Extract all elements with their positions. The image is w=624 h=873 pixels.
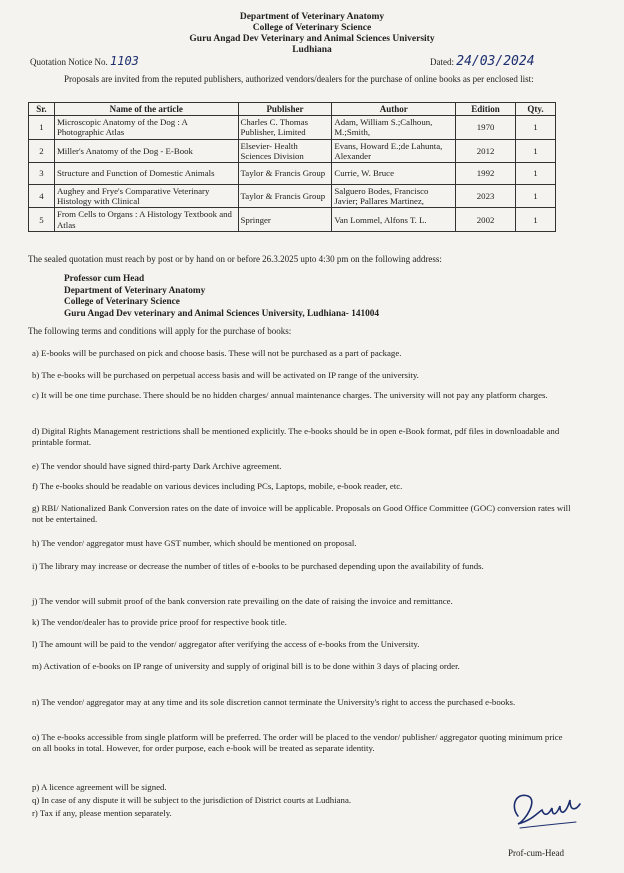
- cell-article: Structure and Function of Domestic Animals: [54, 163, 238, 185]
- term-item: i) The library may increase or decrease the number of titles of e-books to be purchased depending upon the availability of funds.: [32, 561, 484, 571]
- intro-text: Proposals are invited from the reputed publishers, authorized vendors/dealers for the purchase of online books as per enclosed list:: [64, 74, 534, 84]
- address-line: Professor cum Head: [64, 274, 145, 284]
- term-item: h) The vendor/ aggregator must have GST number, which should be mentioned on proposal.: [32, 538, 357, 548]
- cell-sr: 3: [29, 163, 55, 185]
- notice-date: [430, 56, 535, 68]
- term-item: a) E-books will be purchased on pick and choose basis. These will not be purchased as a part of package.: [32, 348, 402, 358]
- cell-author: Van Lommel, Alfons T. L.: [332, 208, 456, 231]
- term-item: p) A licence agreement will be signed.: [32, 782, 167, 792]
- cell-edition: 1970: [456, 116, 516, 139]
- col-publisher: Publisher: [238, 103, 332, 116]
- date-value: 24/03/2024: [456, 54, 535, 69]
- cell-sr: 2: [29, 139, 55, 162]
- table-row: [29, 116, 556, 139]
- cell-sr: 5: [29, 208, 55, 231]
- col-article: Name of the article: [54, 103, 238, 116]
- signature: [506, 786, 586, 841]
- term-item: m) Activation of e-books on IP range of university and supply of original bill is to be done within 3 days of placing order.: [32, 661, 460, 671]
- col-sr: Sr.: [29, 103, 55, 116]
- sealed-quotation-note: The sealed quotation must reach by post or by hand on or before 26.3.2025 upto 4:30 pm on the following address:: [28, 254, 442, 264]
- address-block: [64, 274, 379, 320]
- term-item: l) The amount will be paid to the vendor/ aggregator after verifying the access of e-books from the University.: [32, 639, 420, 649]
- terms-intro: The following terms and conditions will apply for the purchase of books:: [28, 326, 292, 336]
- table-row: [29, 185, 556, 208]
- cell-author: Adam, William S.;Calhoun, M.;Smith,: [332, 116, 456, 139]
- table-header-row: [29, 103, 556, 116]
- book-table: [28, 102, 556, 232]
- notice-number: 1103: [110, 54, 139, 68]
- term-item: c) It will be one time purchase. There should be no hidden charges/ annual maintenance charges. The university will not pay any platform charges.: [32, 390, 548, 400]
- cell-author: Evans, Howard E.;de Lahunta, Alexander: [332, 139, 456, 162]
- cell-edition: 2002: [456, 208, 516, 231]
- cell-publisher: Elsevier- Health Sciences Division: [238, 139, 332, 162]
- cell-article: From Cells to Organs : A Histology Textbook and Atlas: [54, 208, 238, 231]
- cell-edition: 2023: [456, 185, 516, 208]
- college-title: College of Veterinary Science: [252, 23, 372, 33]
- date-label: Dated:: [430, 57, 454, 67]
- term-item: o) The e-books accessible from single platform will be preferred. The order will be placed to the vendor/ publisher/ aggregator quoting minimum price on all books in total. However, for order purpose, each e-book will be treated as separate identity.: [32, 732, 563, 753]
- col-edition: Edition: [456, 103, 516, 116]
- table-row: [29, 208, 556, 231]
- cell-qty: 1: [516, 139, 556, 162]
- term-item: g) RBI/ Nationalized Bank Conversion rates on the date of invoice will be applicable. Proposals on Good Office Committee (GOC) conversion rates will not be entertained.: [32, 503, 571, 524]
- address-line: Department of Veterinary Anatomy: [64, 285, 206, 296]
- signatory-title: Prof-cum-Head: [508, 848, 564, 858]
- department-title: Department of Veterinary Anatomy: [239, 12, 385, 22]
- cell-author: Currie, W. Bruce: [332, 163, 456, 185]
- cell-publisher: Taylor & Francis Group: [238, 185, 332, 208]
- university-title: Guru Angad Dev Veterinary and Animal Sciences University: [189, 34, 435, 44]
- cell-article: Aughey and Frye's Comparative Veterinary Histology with Clinical: [54, 185, 238, 208]
- cell-edition: 1992: [456, 163, 516, 185]
- cell-author: Salguero Bodes, Francisco Javier; Pallares Martinez,: [332, 185, 456, 208]
- cell-article: Microscopic Anatomy of the Dog : A Photographic Atlas: [54, 116, 238, 139]
- cell-article: Miller's Anatomy of the Dog - E-Book: [54, 139, 238, 162]
- address-line: Guru Angad Dev veterinary and Animal Sciences University, Ludhiana- 141004: [64, 308, 380, 319]
- table-row: [29, 163, 556, 185]
- notice-label: Quotation Notice No.: [30, 57, 108, 67]
- cell-publisher: Springer: [238, 208, 332, 231]
- signature-scribble: [506, 786, 586, 836]
- cell-publisher: Charles C. Thomas Publisher, Limited: [238, 116, 332, 139]
- cell-qty: 1: [516, 185, 556, 208]
- col-author: Author: [332, 103, 456, 116]
- cell-sr: 1: [29, 116, 55, 139]
- term-item: e) The vendor should have signed third-party Dark Archive agreement.: [32, 461, 282, 471]
- table-row: [29, 139, 556, 162]
- cell-qty: 1: [516, 163, 556, 185]
- cell-publisher: Taylor & Francis Group: [238, 163, 332, 185]
- term-item: q) In case of any dispute it will be subject to the jurisdiction of District courts at Ludhiana.: [32, 795, 352, 805]
- quotation-notice: [30, 56, 139, 68]
- cell-qty: 1: [516, 116, 556, 139]
- term-item: k) The vendor/dealer has to provide price proof for respective book title.: [32, 617, 287, 627]
- term-item: d) Digital Rights Management restrictions shall be mentioned explicitly. The e-books should be in open e-Book format, pdf files in downloadable and printable format.: [32, 426, 560, 447]
- col-qty: Qty.: [516, 103, 556, 116]
- cell-sr: 4: [29, 185, 55, 208]
- address-line: College of Veterinary Science: [64, 297, 180, 307]
- cell-edition: 2012: [456, 139, 516, 162]
- term-item: r) Tax if any, please mention separately.: [32, 808, 172, 818]
- city-title: Ludhiana: [292, 45, 332, 55]
- term-item: f) The e-books should be readable on various devices including PCs, Laptops, mobile, e-book reader, etc.: [32, 481, 403, 491]
- term-item: n) The vendor/ aggregator may at any time and its sole discretion cannot terminate the University's right to access the purchased e-books.: [32, 697, 516, 707]
- term-item: b) The e-books will be purchased on perpetual access basis and will be activated on IP range of the university.: [32, 370, 419, 380]
- term-item: j) The vendor will submit proof of the bank conversion rate prevailing on the date of raising the invoice and remittance.: [32, 596, 453, 606]
- cell-qty: 1: [516, 208, 556, 231]
